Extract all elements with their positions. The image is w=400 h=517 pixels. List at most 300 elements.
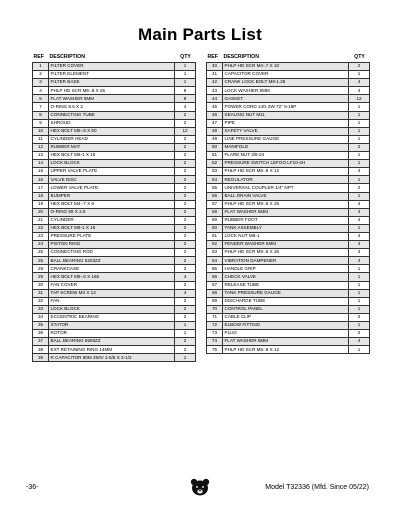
table-row (207, 297, 370, 305)
table-row (33, 216, 196, 224)
qty-cell: 1 (349, 281, 370, 289)
ref-cell: 62 (207, 241, 223, 249)
qty-cell: 12 (175, 127, 196, 135)
qty-cell: 1 (349, 346, 370, 354)
description-cell: UNIVERSAL COUPLER 1/4" NPT (223, 184, 349, 192)
ref-cell: 29 (33, 273, 49, 281)
description-cell: BUMPER (49, 192, 175, 200)
ref-cell: 50 (207, 143, 223, 151)
description-cell: CYLINDER (49, 216, 175, 224)
qty-cell: 4 (349, 241, 370, 249)
table-row (207, 232, 370, 240)
grizzly-bear-logo-icon (190, 478, 210, 496)
description-cell: FILTER COVER (49, 63, 175, 71)
table-row (207, 346, 370, 354)
table-row (33, 257, 196, 265)
ref-cell: 52 (207, 160, 223, 168)
table-row (33, 338, 196, 346)
description-cell: DISCHARGE TUBE (223, 297, 349, 305)
description-cell: FAN (49, 297, 175, 305)
table-row (33, 232, 196, 240)
description-cell: FENDER WASHER 6MM (223, 241, 349, 249)
table-row (207, 289, 370, 297)
description-cell: PRESSURE SWITCH LEFOO LF10-4H (223, 160, 349, 168)
description-cell: UPPER VALVE PLATE (49, 168, 175, 176)
description-cell: GASKET (223, 95, 349, 103)
table-row (207, 135, 370, 143)
qty-cell: 2 (175, 168, 196, 176)
table-row (33, 127, 196, 135)
description-cell: SEALING NUT M11 (223, 111, 349, 119)
table-row (33, 176, 196, 184)
qty-cell: 2 (175, 176, 196, 184)
qty-cell: 2 (175, 305, 196, 313)
ref-cell: 70 (207, 305, 223, 313)
qty-cell: 1 (349, 160, 370, 168)
ref-cell: 19 (33, 200, 49, 208)
description-cell: HEX BOLT M6-1 X 16 (49, 224, 175, 232)
description-cell: MANIFOLD (223, 143, 349, 151)
description-cell: FLAT WASHER 5MM (49, 95, 175, 103)
qty-cell: 4 (349, 232, 370, 240)
ref-cell: 66 (207, 273, 223, 281)
description-cell: LOCK WASHER 8MM (223, 87, 349, 95)
ref-cell: 54 (207, 176, 223, 184)
qty-cell: 2 (175, 249, 196, 257)
ref-cell: 43 (207, 87, 223, 95)
qty-cell: 12 (349, 95, 370, 103)
qty-cell: 1 (349, 192, 370, 200)
ref-cell: 75 (207, 346, 223, 354)
qty-cell: 1 (349, 135, 370, 143)
description-cell: HEX BOLT M5-.8 X 165 (49, 273, 175, 281)
table-row (207, 273, 370, 281)
table-row (33, 71, 196, 79)
qty-cell: 2 (175, 119, 196, 127)
table-row (207, 249, 370, 257)
ref-cell: 24 (33, 241, 49, 249)
ref-cell: 25 (33, 249, 49, 257)
table-row (33, 330, 196, 338)
table-row (33, 346, 196, 354)
ref-cell: 65 (207, 265, 223, 273)
description-cell: EXT RETAINING RING 14MM (49, 346, 175, 354)
description-cell: LOCK BLOCK (49, 160, 175, 168)
table-row (33, 192, 196, 200)
qty-cell: 3 (349, 249, 370, 257)
ref-cell: 64 (207, 257, 223, 265)
table-row (207, 79, 370, 87)
table-row (33, 273, 196, 281)
ref-cell: 71 (207, 313, 223, 321)
description-cell: CYLINDER HEAD (49, 135, 175, 143)
qty-cell: 8 (175, 87, 196, 95)
qty-cell: 2 (175, 200, 196, 208)
ref-cell: 9 (33, 119, 49, 127)
qty-cell: 2 (175, 208, 196, 216)
qty-cell: 1 (349, 127, 370, 135)
qty-column-header: QTY (180, 53, 191, 60)
qty-cell: 2 (175, 232, 196, 240)
table-row (33, 135, 196, 143)
table-row (33, 354, 196, 362)
ref-cell: 35 (33, 322, 49, 330)
ref-cell: 58 (207, 208, 223, 216)
description-cell: SAFETY VALVE (223, 127, 349, 135)
table-row (207, 176, 370, 184)
ref-cell: 53 (207, 168, 223, 176)
qty-cell: 1 (349, 297, 370, 305)
parts-table-left (32, 53, 196, 362)
qty-cell: 1 (349, 265, 370, 273)
table-row (33, 281, 196, 289)
table-row (207, 265, 370, 273)
description-cell: LOCK NUT M6-1 (223, 232, 349, 240)
table-row (33, 241, 196, 249)
qty-cell: 2 (175, 224, 196, 232)
table-row (33, 305, 196, 313)
table-row (207, 338, 370, 346)
description-cell: CHECK VALVE (223, 273, 349, 281)
qty-cell: 1 (175, 354, 196, 362)
ref-cell: 34 (33, 313, 49, 321)
qty-cell: 1 (349, 176, 370, 184)
table-row (207, 184, 370, 192)
ref-cell: 45 (207, 103, 223, 111)
description-cell: REGULATOR (223, 176, 349, 184)
qty-cell: 2 (175, 297, 196, 305)
qty-cell: 4 (349, 200, 370, 208)
table-row (33, 79, 196, 87)
description-cell: CRANK LOCK BOLT M8-1.25 (223, 79, 349, 87)
qty-cell: 8 (175, 95, 196, 103)
model-info: Model T32336 (Mfd. Since 05/22) (265, 484, 369, 491)
qty-cell: 2 (175, 192, 196, 200)
description-cell: PHLP HD SCR M5-.8 X 35 (223, 249, 349, 257)
table-row (207, 281, 370, 289)
description-cell: O-RING 68 X 2.5 (49, 208, 175, 216)
ref-cell: 46 (207, 111, 223, 119)
qty-cell: 2 (175, 313, 196, 321)
qty-cell: 2 (349, 313, 370, 321)
description-cell: TAP SCREW M3 X 12 (49, 289, 175, 297)
ref-cell: 72 (207, 322, 223, 330)
description-cell: HEX BOLT M6-1 X 16 (49, 152, 175, 160)
description-cell: CRANKCASE (49, 265, 175, 273)
table-row (207, 143, 370, 151)
ref-cell: 21 (33, 216, 49, 224)
table-row (33, 168, 196, 176)
ref-cell: 1 (33, 63, 49, 71)
table-row (207, 119, 370, 127)
ref-cell: 3 (33, 79, 49, 87)
qty-cell: 1 (349, 273, 370, 281)
qty-cell: 2 (175, 241, 196, 249)
table-row (33, 297, 196, 305)
ref-cell: 69 (207, 297, 223, 305)
ref-cell: 17 (33, 184, 49, 192)
qty-cell: 2 (175, 281, 196, 289)
description-cell: PHLP HD SCR M5-.8 X 12 (223, 346, 349, 354)
table-row (207, 322, 370, 330)
ref-cell: 10 (33, 127, 49, 135)
ref-cell: 11 (33, 135, 49, 143)
ref-cell: 7 (33, 103, 49, 111)
description-cell: PISTON RING (49, 241, 175, 249)
ref-cell: 48 (207, 127, 223, 135)
qty-cell: 1 (349, 305, 370, 313)
qty-cell: 4 (349, 216, 370, 224)
description-cell: FLAT WASHER 5MM (223, 338, 349, 346)
ref-cell: 8 (33, 111, 49, 119)
description-cell: O-RING 8.5 X 2 (49, 103, 175, 111)
table-row (207, 216, 370, 224)
table-row (33, 224, 196, 232)
ref-cell: 20 (33, 208, 49, 216)
description-cell: TANK PRESSURE GAUGE (223, 289, 349, 297)
qty-cell: 2 (175, 184, 196, 192)
table-row (207, 71, 370, 79)
description-cell: ROTOR (49, 330, 175, 338)
qty-cell: 4 (349, 338, 370, 346)
description-column-header: DESCRIPTION (223, 53, 259, 60)
ref-cell: 49 (207, 135, 223, 143)
qty-cell: 4 (175, 103, 196, 111)
description-cell: PIPE (223, 119, 349, 127)
ref-cell: 33 (33, 305, 49, 313)
ref-cell: 37 (33, 338, 49, 346)
qty-cell: 4 (349, 257, 370, 265)
table-row (207, 241, 370, 249)
table-row (33, 265, 196, 273)
ref-cell: 31 (33, 289, 49, 297)
parts-table-right-body (207, 63, 370, 354)
table-row (207, 160, 370, 168)
description-cell: RELEASE TUBE (223, 281, 349, 289)
qty-cell: 1 (349, 224, 370, 232)
qty-cell: 1 (349, 71, 370, 79)
table-row (207, 257, 370, 265)
qty-cell: 4 (175, 289, 196, 297)
parts-table-right (206, 53, 370, 354)
ref-cell: 61 (207, 232, 223, 240)
description-column-header: DESCRIPTION (49, 53, 85, 60)
qty-cell: 1 (175, 330, 196, 338)
qty-cell: 4 (349, 208, 370, 216)
qty-cell: 2 (175, 338, 196, 346)
description-cell: CABLE CLIP (223, 313, 349, 321)
qty-cell: 2 (175, 143, 196, 151)
table-row (33, 208, 196, 216)
table-row (207, 305, 370, 313)
description-cell: LOWER VALVE PLATE (49, 184, 175, 192)
ref-cell: 42 (207, 79, 223, 87)
description-cell: RUBBER FOOT (223, 216, 349, 224)
ref-cell: 40 (207, 63, 223, 71)
table-row (207, 168, 370, 176)
table-row (207, 87, 370, 95)
description-cell: ECCENTRIC BEARING (49, 313, 175, 321)
ref-cell: 47 (207, 119, 223, 127)
description-cell: CONNECTING TUBE (49, 111, 175, 119)
table-row (33, 200, 196, 208)
description-cell: PLUG (223, 330, 349, 338)
ref-cell: 2 (33, 71, 49, 79)
qty-cell: 4 (349, 168, 370, 176)
table-header-row (33, 53, 196, 63)
qty-cell: 4 (349, 79, 370, 87)
table-row (33, 87, 196, 95)
table-row (207, 330, 370, 338)
description-cell: HEX BOLT M5-.8 X 50 (49, 127, 175, 135)
description-cell: ELBOW FITTING (223, 322, 349, 330)
table-row (33, 103, 196, 111)
description-cell: FILTER ELEMENT (49, 71, 175, 79)
ref-cell: 4 (33, 87, 49, 95)
description-cell: LOCK BLOCK (49, 305, 175, 313)
qty-cell: 2 (349, 330, 370, 338)
table-row (207, 224, 370, 232)
qty-cell: 2 (175, 265, 196, 273)
qty-cell: 1 (175, 322, 196, 330)
description-cell: PHLP HD SCR M4-.7 X 10 (223, 63, 349, 71)
table-row (33, 119, 196, 127)
description-cell: HANDLE GRIP (223, 265, 349, 273)
qty-cell: 2 (175, 152, 196, 160)
description-cell: PHLP HD SCR M5-.8 X 25 (49, 87, 175, 95)
description-cell: BALL DRAIN VALVE (223, 192, 349, 200)
qty-cell: 1 (349, 289, 370, 297)
qty-cell: 2 (175, 135, 196, 143)
description-cell: PHLP HD SCR M5-.8 X 25 (223, 200, 349, 208)
ref-cell: 16 (33, 176, 49, 184)
ref-cell: 30 (33, 281, 49, 289)
description-cell: STATOR (49, 322, 175, 330)
ref-cell: 74 (207, 338, 223, 346)
qty-cell: 2 (175, 111, 196, 119)
qty-column-header: QTY (354, 53, 365, 60)
ref-column-header: REF (207, 53, 218, 60)
ref-cell: 59 (207, 216, 223, 224)
description-cell: R CAPACITOR 80M 250V 1-5/8 X 3-1/2 (49, 354, 175, 362)
table-row (207, 111, 370, 119)
ref-cell: 63 (207, 249, 223, 257)
table-row (33, 95, 196, 103)
ref-cell: 12 (33, 143, 49, 151)
ref-cell: 57 (207, 200, 223, 208)
qty-cell: 2 (175, 216, 196, 224)
ref-cell: 39 (33, 354, 49, 362)
qty-cell: 1 (175, 63, 196, 71)
table-row (33, 249, 196, 257)
ref-cell: 67 (207, 281, 223, 289)
table-row (33, 143, 196, 151)
ref-column-header: REF (33, 53, 44, 60)
qty-cell: 4 (349, 87, 370, 95)
qty-cell: 2 (175, 257, 196, 265)
table-row (33, 111, 196, 119)
ref-cell: 5 (33, 95, 49, 103)
description-cell: LINE PRESSURE GAUGE (223, 135, 349, 143)
table-header-row (207, 53, 370, 63)
qty-cell: 4 (175, 273, 196, 281)
description-cell: FLAT WASHER 5MM (223, 208, 349, 216)
ref-cell: 18 (33, 192, 49, 200)
qty-cell: 1 (175, 79, 196, 87)
table-row (33, 63, 196, 71)
table-row (207, 95, 370, 103)
ref-cell: 44 (207, 95, 223, 103)
page-title: Main Parts List (138, 25, 262, 44)
ref-cell: 55 (207, 184, 223, 192)
qty-cell: 1 (349, 111, 370, 119)
parts-table-left-body (33, 63, 196, 362)
description-cell: POWER CORD 14G 3W 72" 5-15P (223, 103, 349, 111)
table-row (207, 63, 370, 71)
description-cell: RUBBER MAT (49, 143, 175, 151)
ref-cell: 13 (33, 152, 49, 160)
ref-cell: 23 (33, 232, 49, 240)
qty-cell: 2 (349, 184, 370, 192)
ref-cell: 41 (207, 71, 223, 79)
description-cell: FILTER BASE (49, 79, 175, 87)
ref-cell: 32 (33, 297, 49, 305)
qty-cell: 2 (175, 160, 196, 168)
ref-cell: 73 (207, 330, 223, 338)
qty-cell: 2 (349, 143, 370, 151)
table-row (33, 322, 196, 330)
description-cell: FLARE NUT 3/8-24 (223, 152, 349, 160)
table-row (207, 152, 370, 160)
description-cell: CONTROL PANEL (223, 305, 349, 313)
description-cell: CONNECTING ROD (49, 249, 175, 257)
description-cell: VIBRATION DAMPENER (223, 257, 349, 265)
ref-cell: 14 (33, 160, 49, 168)
ref-cell: 68 (207, 289, 223, 297)
table-row (33, 152, 196, 160)
ref-cell: 56 (207, 192, 223, 200)
description-cell: HEX BOLT M4-.7 X 8 (49, 200, 175, 208)
ref-cell: 36 (33, 330, 49, 338)
table-row (207, 200, 370, 208)
ref-cell: 22 (33, 224, 49, 232)
table-row (207, 313, 370, 321)
table-row (33, 313, 196, 321)
description-cell: VALVE DISC (49, 176, 175, 184)
ref-cell: 26 (33, 257, 49, 265)
description-cell: TANK ASSEMBLY (223, 224, 349, 232)
table-row (207, 192, 370, 200)
qty-cell: 1 (349, 322, 370, 330)
description-cell: FAN COVER (49, 281, 175, 289)
table-row (207, 208, 370, 216)
page-number: -36- (26, 484, 39, 491)
table-row (33, 184, 196, 192)
qty-cell: 1 (349, 152, 370, 160)
description-cell: SHROUD (49, 119, 175, 127)
description-cell: PRESSURE PLATE (49, 232, 175, 240)
qty-cell: 1 (349, 103, 370, 111)
table-row (33, 289, 196, 297)
qty-cell: 2 (349, 63, 370, 71)
ref-cell: 28 (33, 265, 49, 273)
description-cell: BALL BEARING 6203ZZ (49, 257, 175, 265)
ref-cell: 38 (33, 346, 49, 354)
description-cell: BALL BEARING 6908ZZ (49, 338, 175, 346)
ref-cell: 15 (33, 168, 49, 176)
table-row (207, 103, 370, 111)
ref-cell: 51 (207, 152, 223, 160)
